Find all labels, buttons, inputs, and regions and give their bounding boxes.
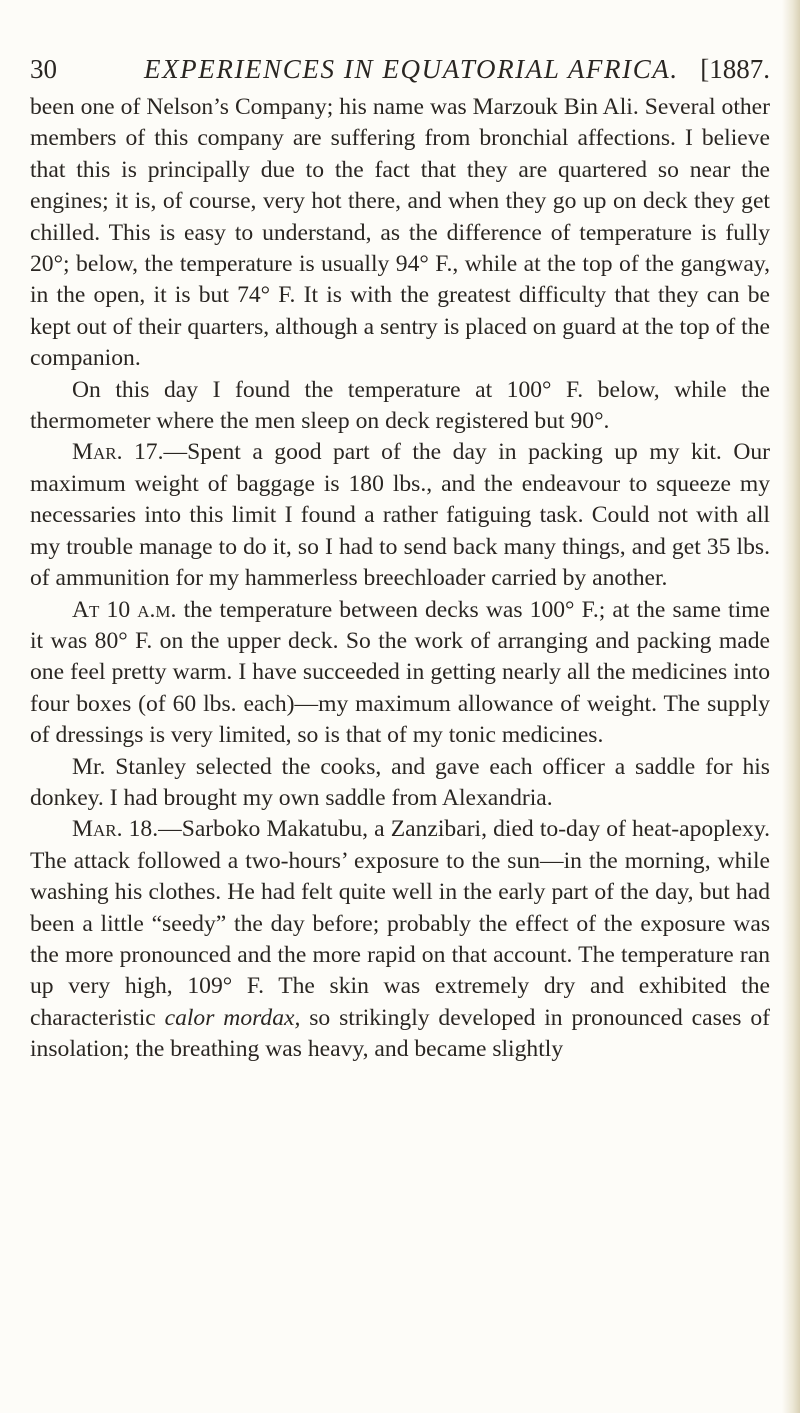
page-edge xyxy=(782,0,800,1413)
header-year: [1887. xyxy=(700,54,770,84)
calor-mordax-term: calor mordax, xyxy=(164,1004,301,1031)
date-mar-18: Mar. 18. xyxy=(72,816,159,843)
paragraph-1: been one of Nelson’s Company; his name was Marzouk Bin Ali. Several other members of this company are suffering from bronchial affections. I believe that this is principally due to the fact that they are quartered so near the engines; it is, of course, very hot there, and when they go up on deck they get chilled. This is easy to understand, as the difference of temperature is fully 20°; below, the temperature is usually 94° F., while at the top of the gangway, in the open, it is but 74° F. It is with the greatest difficulty that they can be kept out of their quarters, although a sentry is placed on guard at the top of the companion. xyxy=(30,94,770,372)
date-mar-17: Mar. 17. xyxy=(72,439,164,466)
running-title: EXPERIENCES IN EQUATORIAL AFRICA. xyxy=(144,54,679,84)
paragraph-10am xyxy=(30,595,770,752)
paragraph-stanley: Mr. Stanley selected the cooks, and gave each officer a saddle for his donkey. I had brought my own saddle from Alexandria. xyxy=(30,753,770,811)
paragraph-mar-17 xyxy=(30,437,770,594)
time-10am: At 10 a.m. xyxy=(72,596,177,623)
page-number: 30 xyxy=(30,54,57,84)
paragraph-mar-18 xyxy=(30,814,770,1065)
page-header xyxy=(30,52,770,86)
paragraph-mar-18-text-b: so strikingly developed in pronounced cases of insolation; the breathing was heavy, and became slightly xyxy=(30,1004,770,1063)
body-text xyxy=(30,92,770,1066)
paragraph-mar-17-text: —Spent a good part of the day in packing up my kit. Our maximum weight of baggage is 180 lbs., and the endeavour to squeeze my necessaries into this limit I found a rather fatiguing task. Could not with all my trouble manage to do it, so I had to send back many things, and get 35 lbs. of ammunition for my hammerless breechloader carried by another. xyxy=(30,439,771,592)
paragraph-mar-18-text-a: —Sarboko Makatubu, a Zanzibari, died to-day of heat-apoplexy. The attack followed a two-hours’ exposure to the sun—in the morning, while washing his clothes. He had felt quite well in the early part of the day, but had been a little “seedy” the day before; probably the effect of the exposure was the more pronounced and the more rapid on that account. The temperature ran up very high, 109° F. The skin was extremely dry and exhibited the characteristic xyxy=(30,816,770,1031)
paragraph-10am-text: the temperature between decks was 100° F.; at the same time it was 80° F. on the upper deck. So the work of arranging and packing made one feel pretty warm. I have succeeded in getting nearly all the medicines into four boxes (of 60 lbs. each)—my maximum allowance of weight. The supply of dressings is very limited, so is that of my tonic medicines. xyxy=(30,596,771,749)
paragraph-2: On this day I found the temperature at 100° F. below, while the thermometer where the men sleep on deck registered but 90°. xyxy=(30,376,770,435)
